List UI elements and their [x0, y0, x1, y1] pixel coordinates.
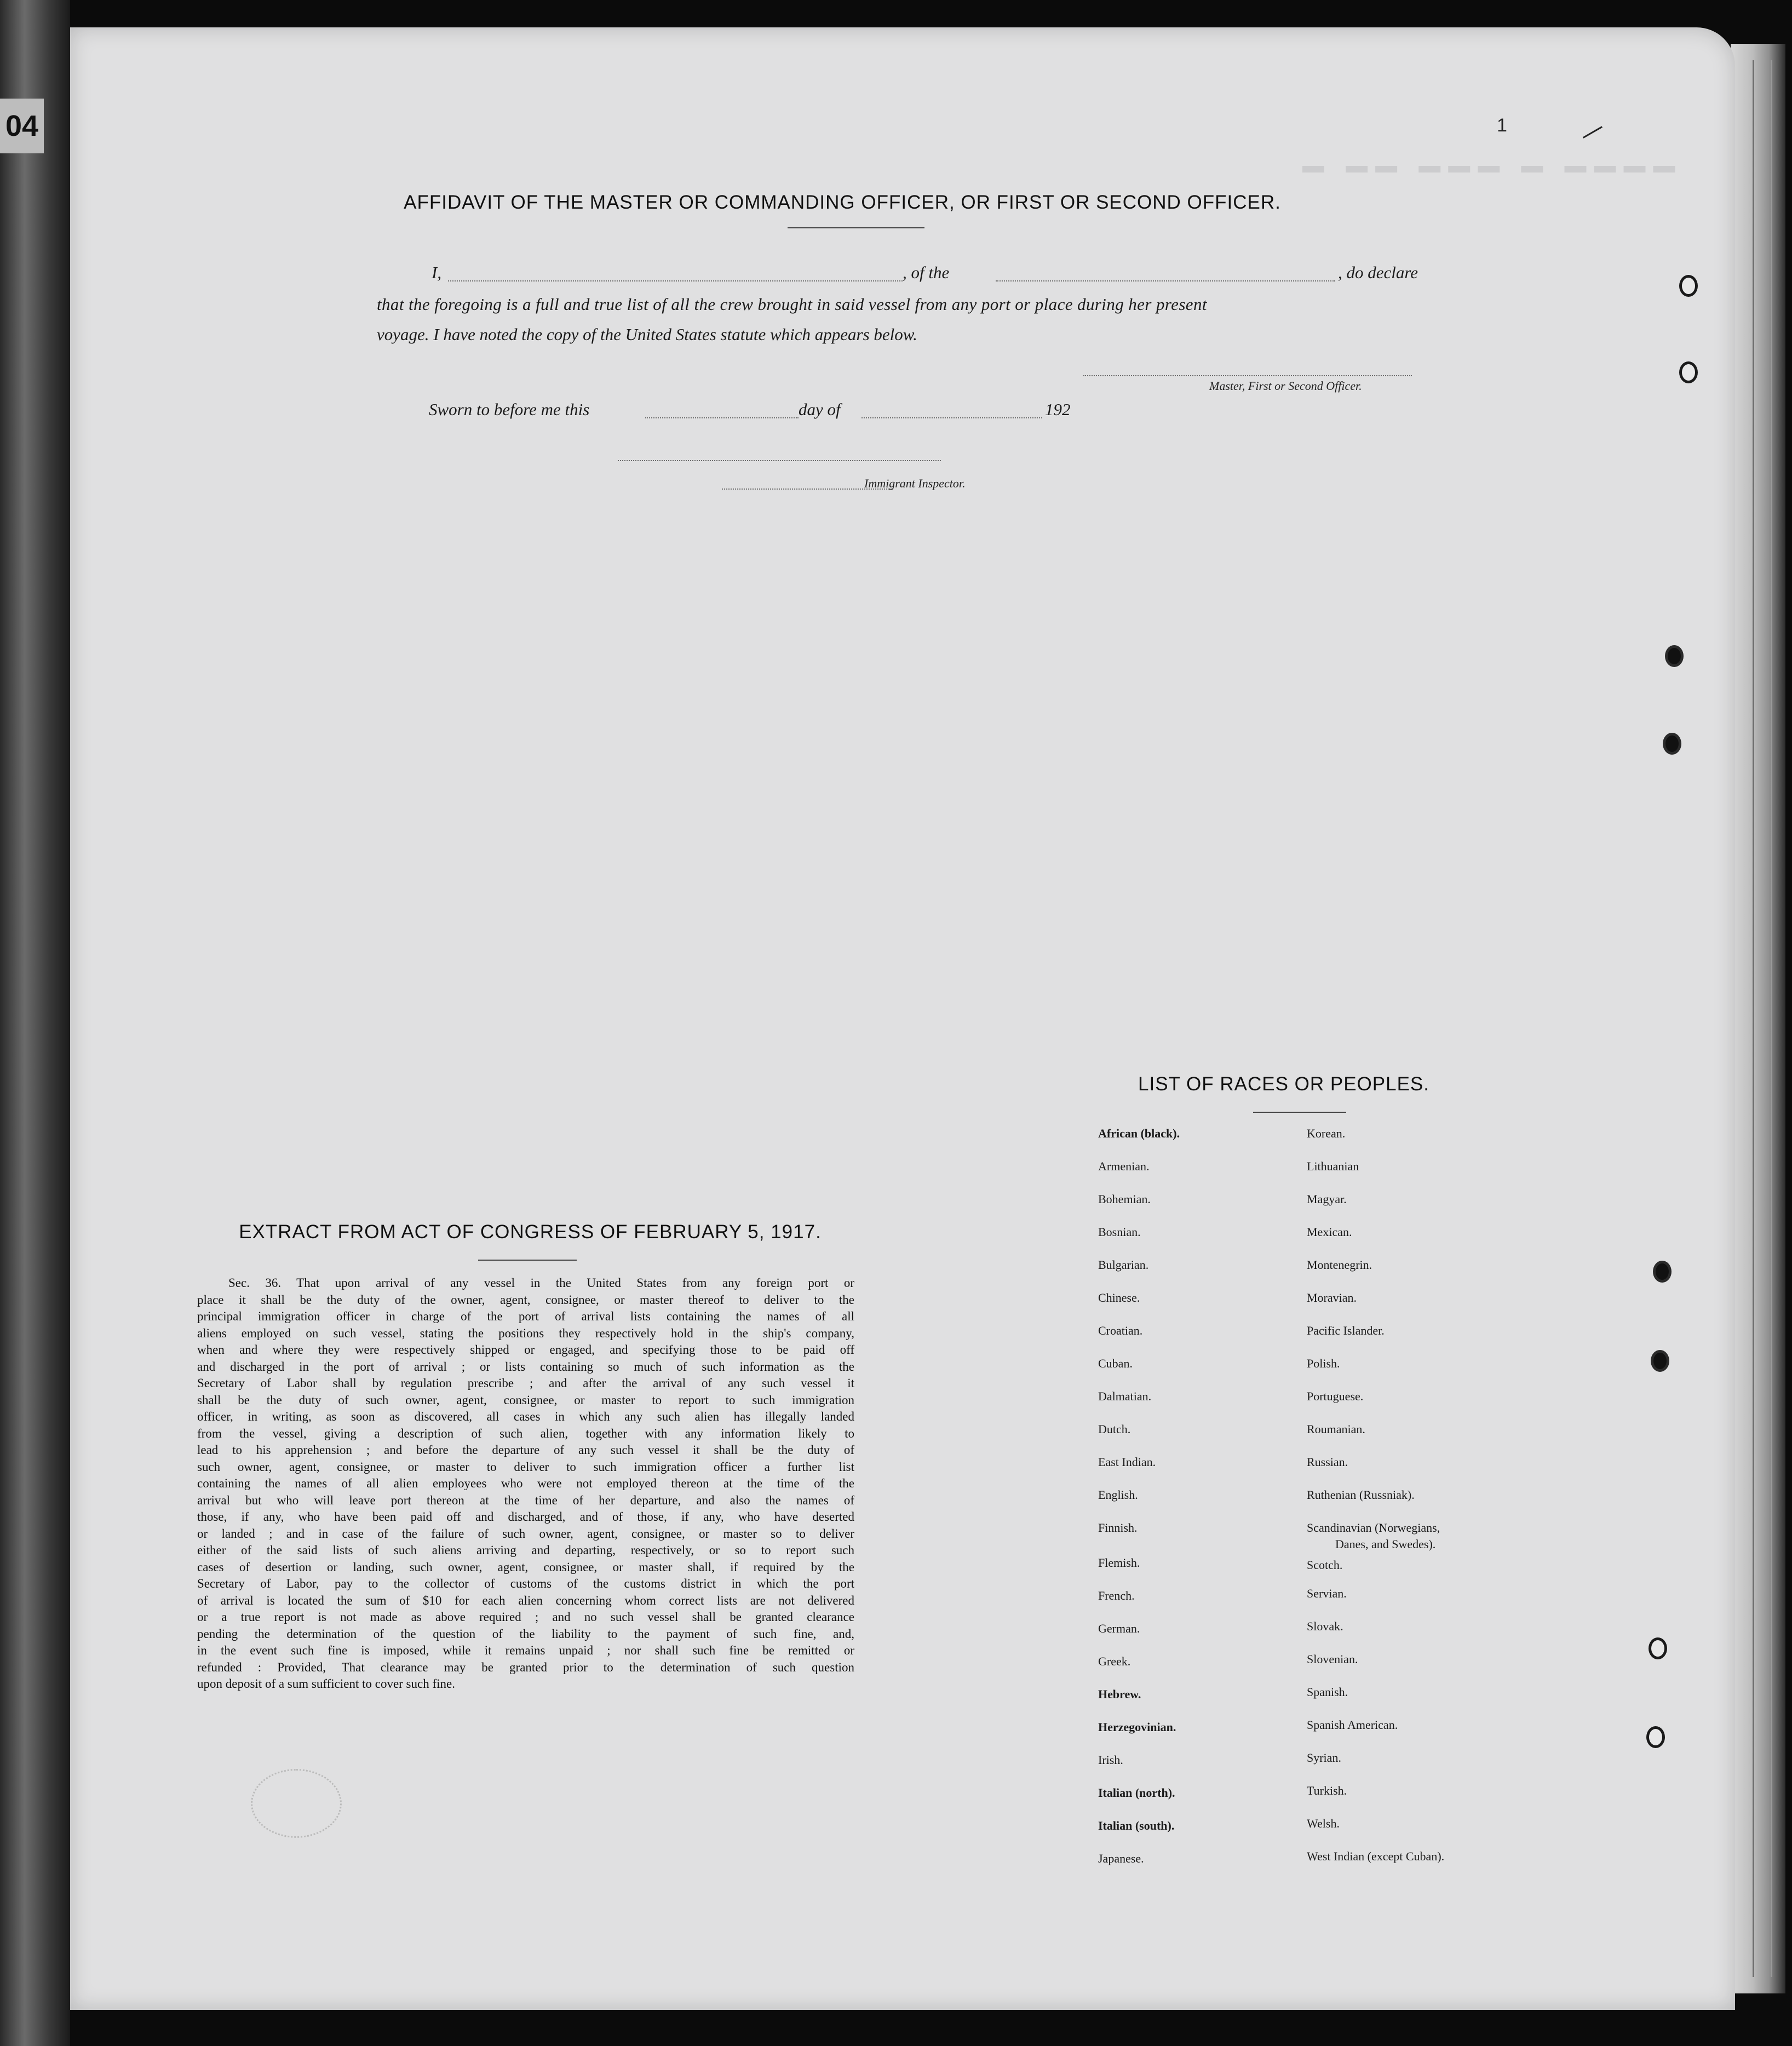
race-item: Italian (south). — [1098, 1819, 1175, 1832]
extract-line: refunded : Provided, That clearance may be granted prior to the determination of such question — [197, 1660, 854, 1674]
sworn-day-label: day of — [799, 400, 841, 419]
extract-line: upon deposit of a sum sufficient to cover such fine. — [197, 1677, 455, 1691]
race-item: East Indian. — [1098, 1455, 1156, 1469]
title-divider — [788, 227, 924, 228]
race-item: Cuban. — [1098, 1357, 1133, 1370]
race-item: Mexican. — [1307, 1225, 1352, 1239]
race-item: Slovak. — [1307, 1619, 1343, 1633]
punch-hole — [1663, 733, 1681, 755]
race-item: Magyar. — [1307, 1192, 1347, 1206]
affidavit-title: AFFIDAVIT OF THE MASTER OR COMMANDING OFFICER, OR FIRST OR SECOND OFFICER. — [404, 192, 1281, 213]
stacked-sheets-lines — [1753, 60, 1772, 1977]
race-item: Herzegovinian. — [1098, 1720, 1176, 1734]
race-item: Turkish. — [1307, 1784, 1347, 1797]
punch-hole — [1679, 275, 1698, 297]
race-item: Danes, and Swedes). — [1335, 1537, 1436, 1551]
race-item: Portuguese. — [1307, 1389, 1364, 1403]
race-item: Pacific Islander. — [1307, 1324, 1385, 1337]
bleed-through-mark: ▬ ▬▬ ▬▬▬ ▬ ▬▬▬▬ — [1302, 153, 1683, 177]
race-item: Bulgarian. — [1098, 1258, 1149, 1272]
inspector-signature-field[interactable] — [618, 460, 941, 461]
race-item: German. — [1098, 1622, 1140, 1635]
races-right-column — [1307, 1117, 1444, 1873]
race-item: Syrian. — [1307, 1751, 1341, 1765]
extract-line: and discharged in the port of arrival ; or lists containing so much of such information as the — [197, 1359, 854, 1373]
races-divider — [1253, 1112, 1346, 1113]
extract-line: arrival but who will leave port thereon at the time of her departure, and also the names of — [197, 1493, 854, 1507]
vessel-name-field[interactable] — [996, 280, 1335, 281]
extract-line: those, if any, who have been paid off and discharged, and of those, if any, who have deserted — [197, 1510, 854, 1524]
race-item: English. — [1098, 1488, 1138, 1502]
page-mark: 1 — [1497, 115, 1507, 136]
race-item: Irish. — [1098, 1753, 1123, 1767]
extract-line: or landed ; and in case of the failure of such owner, agent, consignee, or master so to deliver — [197, 1526, 854, 1541]
punch-hole — [1649, 1637, 1667, 1659]
race-item: Chinese. — [1098, 1291, 1140, 1304]
race-item: Ruthenian (Russniak). — [1307, 1488, 1415, 1502]
affidavit-line1-suffix: , do declare — [1338, 263, 1418, 282]
extract-line: in the event such fine is imposed, while it remains unpaid ; nor shall such fine be remitted or — [197, 1643, 854, 1657]
inspector-label: Immigrant Inspector. — [864, 476, 966, 490]
race-item: Scandinavian (Norwegians, — [1307, 1521, 1440, 1534]
extract-body — [197, 1275, 854, 1693]
extract-line: from the vessel, giving a description of such alien, together with any information likely to — [197, 1426, 854, 1440]
race-item: Italian (north). — [1098, 1786, 1175, 1800]
race-item: French. — [1098, 1589, 1135, 1602]
extract-divider — [478, 1260, 577, 1261]
extract-line: principal immigration officer in charge of the port of arrival lists containing the names of all — [197, 1309, 854, 1323]
extract-line: such owner, agent, consignee, or master to deliver to such immigration officer a further list — [197, 1459, 854, 1474]
extract-line: pending the determination of the question of the liability to the payment of such fine, and, — [197, 1627, 854, 1641]
extract-line: Secretary of Labor shall by regulation prescribe ; and after the arrival of any such vessel it — [197, 1376, 854, 1390]
race-item: Dalmatian. — [1098, 1389, 1152, 1403]
races-left-column — [1098, 1117, 1180, 1875]
race-item: Servian. — [1307, 1587, 1347, 1600]
sworn-day-field[interactable] — [645, 417, 799, 418]
punch-hole — [1651, 1350, 1669, 1372]
race-item: Croatian. — [1098, 1324, 1143, 1337]
faint-stamp — [251, 1769, 342, 1838]
affidavit-line3: voyage. I have noted the copy of the United States statute which appears below. — [377, 325, 917, 344]
affidavit-line1-mid: , of the — [903, 263, 950, 282]
page-tab: 04 — [0, 99, 44, 153]
race-item: Japanese. — [1098, 1852, 1144, 1865]
punch-hole — [1679, 361, 1698, 383]
sworn-prefix: Sworn to before me this — [429, 400, 590, 419]
race-item: Dutch. — [1098, 1422, 1131, 1436]
race-item: Scotch. — [1307, 1558, 1343, 1572]
master-signature-label: Master, First or Second Officer. — [1209, 379, 1362, 393]
race-item: Finnish. — [1098, 1521, 1138, 1534]
punch-hole — [1646, 1726, 1665, 1748]
document-page — [70, 27, 1735, 2010]
race-item: Polish. — [1307, 1357, 1340, 1370]
extract-line: place it shall be the duty of the owner, agent, consignee, or master thereof to deliver to the — [197, 1292, 854, 1307]
extract-line: containing the names of all alien employees who were not employed thereon at the time of the — [197, 1476, 854, 1490]
race-item: Montenegrin. — [1307, 1258, 1372, 1272]
underlying-page-edge — [0, 0, 70, 2046]
extract-line: when and where they were respectively shipped or engaged, and specifying those to be paid off — [197, 1343, 854, 1357]
affidavit-line2: that the foregoing is a full and true list of all the crew brought in said vessel from any port or place during her present — [377, 295, 1207, 314]
race-item: Armenian. — [1098, 1159, 1150, 1173]
sworn-year: 192 — [1045, 400, 1071, 419]
race-item: Bohemian. — [1098, 1192, 1151, 1206]
race-item: West Indian (except Cuban). — [1307, 1849, 1445, 1863]
extract-line: Secretary of Labor, pay to the collector of customs of the customs district in which the port — [197, 1577, 854, 1590]
race-item: African (black). — [1098, 1127, 1180, 1140]
race-item: Spanish. — [1307, 1685, 1348, 1699]
race-item: Hebrew. — [1098, 1687, 1141, 1701]
sworn-month-field[interactable] — [861, 417, 1042, 418]
extract-line: or a true report is not made as above required ; and no such vessel shall be granted clearance — [197, 1610, 854, 1624]
race-item: Korean. — [1307, 1127, 1346, 1140]
extract-title: EXTRACT FROM ACT OF CONGRESS OF FEBRUARY 5, 1917. — [239, 1221, 822, 1243]
extract-line: Sec. 36. That upon arrival of any vessel in the United States from any foreign port or — [228, 1276, 854, 1290]
extract-line: either of the said lists of such aliens arriving and departing, respectively, or so to report such — [197, 1543, 854, 1557]
race-item: Spanish American. — [1307, 1718, 1398, 1732]
officer-name-field[interactable] — [448, 280, 903, 281]
race-item: Slovenian. — [1307, 1652, 1358, 1666]
race-item: Bosnian. — [1098, 1225, 1141, 1239]
race-item: Welsh. — [1307, 1817, 1340, 1830]
race-item: Roumanian. — [1307, 1422, 1365, 1436]
extract-line: of arrival is located the sum of $10 for each alien concerning whom correct lists are not delivered — [197, 1593, 854, 1607]
race-item: Russian. — [1307, 1455, 1348, 1469]
extract-line: cases of desertion or landing, such owner, agent, consignee, or master shall, if required by the — [197, 1560, 854, 1574]
race-item: Moravian. — [1307, 1291, 1357, 1304]
extract-line: aliens employed on such vessel, stating the positions they respectively hold in the ship's company, — [197, 1326, 854, 1340]
extract-line: lead to his apprehension ; and before the departure of any such vessel it shall be the duty of — [197, 1443, 854, 1457]
affidavit-line1-prefix: I, — [432, 263, 442, 282]
extract-line: shall be the duty of such owner, agent, consignee, or master to report to such immigration — [197, 1393, 854, 1407]
pencil-tick — [1583, 126, 1603, 139]
punch-hole — [1653, 1261, 1672, 1283]
punch-hole — [1665, 645, 1684, 667]
race-item: Lithuanian — [1307, 1159, 1359, 1173]
extract-line: officer, in writing, as soon as discovered, all cases in which any such alien has illegally landed — [197, 1410, 854, 1423]
races-title: LIST OF RACES OR PEOPLES. — [1138, 1073, 1430, 1095]
master-signature-field[interactable] — [1083, 375, 1412, 376]
race-item: Greek. — [1098, 1654, 1131, 1668]
race-item: Flemish. — [1098, 1556, 1140, 1570]
